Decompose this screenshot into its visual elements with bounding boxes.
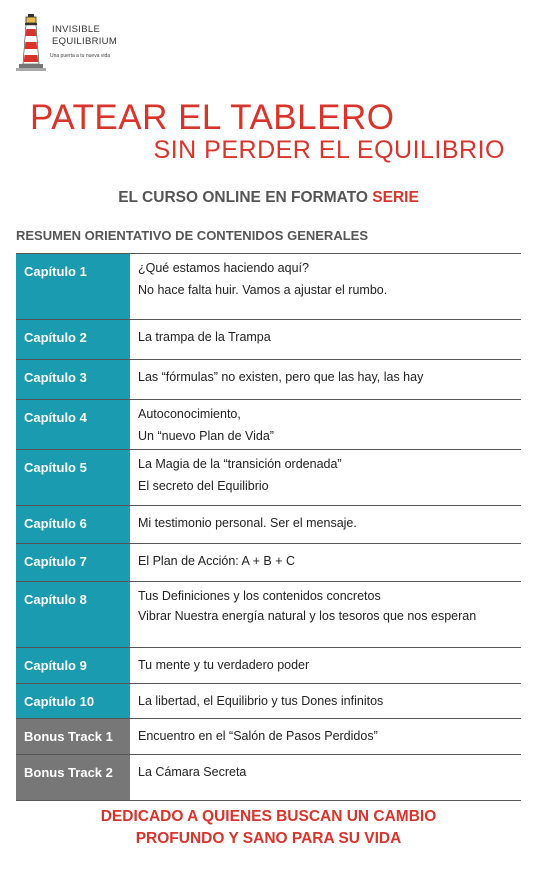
page-title: PATEAR EL TABLERO <box>30 98 395 137</box>
row-line: La trampa de la Trampa <box>138 330 271 344</box>
row-line: La Magia de la “transición ordenada” <box>138 457 342 471</box>
row-content <box>130 648 521 683</box>
table-row <box>16 506 521 544</box>
row-label: Capítulo 6 <box>16 506 130 543</box>
table-row <box>16 450 521 506</box>
row-label: Capítulo 2 <box>16 320 130 359</box>
table-row <box>16 719 521 755</box>
row-content <box>130 684 521 718</box>
footer-line2: PROFUNDO Y SANO PARA SU VIDA <box>135 830 402 847</box>
row-content <box>130 360 521 399</box>
table-row <box>16 544 521 582</box>
lighthouse-icon <box>16 12 46 72</box>
table-row <box>16 755 521 801</box>
table-row <box>16 360 521 400</box>
row-content <box>130 582 521 647</box>
row-label: Capítulo 10 <box>16 684 130 718</box>
row-line: Mi testimonio personal. Ser el mensaje. <box>138 516 357 530</box>
row-label: Capítulo 8 <box>16 582 130 647</box>
logo-line2: EQUILIBRIUM <box>52 36 118 47</box>
row-label: Capítulo 3 <box>16 360 130 399</box>
row-content <box>130 320 521 359</box>
row-line: El secreto del Equilibrio <box>138 479 269 493</box>
row-content <box>130 755 521 800</box>
row-label: Capítulo 7 <box>16 544 130 581</box>
row-line: No hace falta huir. Vamos a ajustar el rumbo. <box>138 283 388 297</box>
row-content <box>130 719 521 754</box>
row-line: Encuentro en el “Salón de Pasos Perdidos” <box>138 729 378 743</box>
row-label: Bonus Track 1 <box>16 719 130 754</box>
row-label: Capítulo 5 <box>16 450 130 505</box>
row-content <box>130 544 521 581</box>
row-line: Las “fórmulas” no existen, pero que las hay, las hay <box>138 370 424 384</box>
row-content <box>130 506 521 543</box>
table-row <box>16 684 521 719</box>
row-label: Capítulo 4 <box>16 400 130 449</box>
row-line: La libertad, el Equilibrio y tus Dones infinitos <box>138 694 384 708</box>
row-line: La Cámara Secreta <box>138 765 247 779</box>
row-line: El Plan de Acción: A + B + C <box>138 554 296 568</box>
row-line: Tu mente y tu verdadero poder <box>138 658 310 672</box>
logo-tagline: Una puerta a tu nueva vida <box>50 53 111 59</box>
row-line: Vibrar Nuestra energía natural y los tesoros que nos esperan <box>138 609 477 623</box>
logo-line1: INVISIBLE <box>52 24 101 35</box>
row-content <box>130 400 521 449</box>
footer-line1: DEDICADO A QUIENES BUSCAN UN CAMBIO <box>100 808 437 825</box>
row-content <box>130 254 521 319</box>
subtitle-text: EL CURSO ONLINE EN FORMATO <box>118 189 368 206</box>
row-line: ¿Qué estamos haciendo aquí? <box>138 261 309 275</box>
page-title-line2: SIN PERDER EL EQUILIBRIO <box>153 136 505 164</box>
contents-table <box>16 253 521 801</box>
table-row <box>16 400 521 450</box>
row-label: Bonus Track 2 <box>16 755 130 800</box>
footer-message <box>0 806 537 850</box>
section-heading: RESUMEN ORIENTATIVO DE CONTENIDOS GENERALES <box>16 228 368 243</box>
logo <box>16 12 146 74</box>
row-content <box>130 450 521 505</box>
table-row <box>16 320 521 360</box>
subtitle-accent: SERIE <box>372 189 419 206</box>
row-label: Capítulo 1 <box>16 254 130 319</box>
table-row <box>16 582 521 648</box>
subtitle <box>0 189 537 207</box>
row-line: Autoconocimiento, <box>138 407 241 421</box>
row-line: Tus Definiciones y los contenidos concretos <box>138 589 381 603</box>
table-row <box>16 648 521 684</box>
table-row <box>16 254 521 320</box>
row-label: Capítulo 9 <box>16 648 130 683</box>
row-line: Un “nuevo Plan de Vida” <box>138 429 274 443</box>
